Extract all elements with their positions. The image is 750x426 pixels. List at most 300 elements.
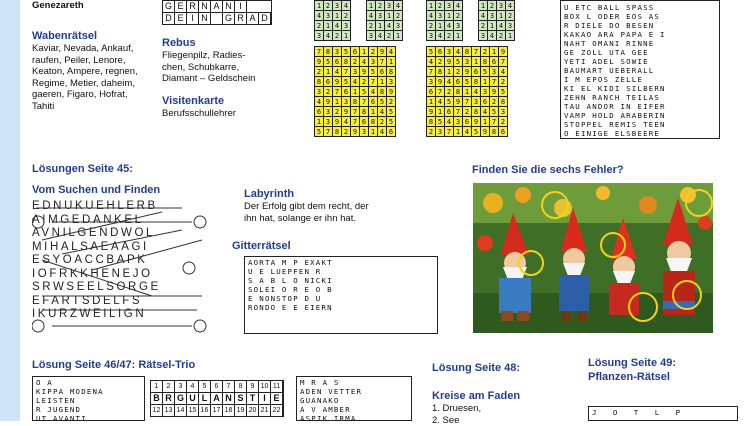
sudoku-cell: 4 — [472, 87, 481, 97]
grid-line: ASPIK IRMA — [300, 414, 408, 421]
sudoku-cell: 6 — [481, 97, 490, 107]
highlight-circle — [32, 216, 44, 228]
grid-line: U ETC BALL SPASS — [564, 3, 716, 12]
sudoku-cell: 8 — [490, 127, 499, 137]
grid-line: GE ZOLL UTA GEE — [564, 48, 716, 57]
sudoku-cell: 2 — [342, 127, 351, 137]
sudoku-cell: 3 — [427, 31, 436, 41]
sudoku-cell: 2 — [351, 57, 360, 67]
crossword-solution-top-right — [560, 0, 720, 139]
left-margin-strip — [0, 0, 20, 421]
sudoku-row — [315, 77, 396, 87]
sudoku-cell: 4 — [376, 31, 385, 41]
sudoku-cell: 6 — [333, 57, 342, 67]
sudoku-cell: 7 — [378, 57, 387, 67]
sudoku-cell: 6 — [342, 87, 351, 97]
grid-line: STOPPEL REMIS TEEN — [564, 120, 716, 129]
sudoku-cell: 9 — [351, 127, 360, 137]
sudoku-cell: 2 — [315, 67, 324, 77]
sudoku-cell: 9 — [360, 67, 369, 77]
trio-cell: 3 — [175, 381, 187, 392]
sudoku-row — [315, 117, 396, 127]
trio-cell: 10 — [259, 381, 271, 392]
trio-cell: 21 — [259, 405, 271, 416]
sudoku-cell: 3 — [315, 87, 324, 97]
sudoku-cell: 7 — [436, 87, 445, 97]
sudoku-cell: 3 — [394, 21, 403, 31]
sudoku-cell: 4 — [378, 107, 387, 117]
trio-letter-cell: E — [271, 393, 283, 404]
sudoku-cell: 1 — [497, 11, 506, 21]
sudoku-cell: 3 — [454, 21, 463, 31]
sudoku-cell: 7 — [369, 77, 378, 87]
highlight-circle — [32, 320, 44, 332]
sudoku-cell: 9 — [499, 47, 508, 57]
sudoku-cell: 5 — [378, 97, 387, 107]
sudoku-row — [479, 21, 515, 31]
sudoku-cell: 2 — [454, 67, 463, 77]
letter-cell: I — [187, 13, 199, 24]
sudoku-cell: 3 — [436, 127, 445, 137]
sudoku-cell: 3 — [376, 11, 385, 21]
sudoku-cell: 5 — [342, 47, 351, 57]
sudoku-cell: 4 — [385, 21, 394, 31]
sudoku-cell: 3 — [360, 127, 369, 137]
trio-cell: 19 — [235, 405, 247, 416]
grid-line: M R A S — [300, 378, 408, 387]
sudoku-cell: 3 — [367, 31, 376, 41]
sudoku-cell: 2 — [463, 107, 472, 117]
sudoku-cell: 1 — [387, 57, 396, 67]
pflanzen-row: J O T L P — [592, 408, 734, 417]
grid-line: AORTA M P EXAKT — [248, 258, 434, 267]
sudoku-cell: 1 — [454, 127, 463, 137]
sudoku-cell: 1 — [360, 47, 369, 57]
sudoku-cell: 9 — [427, 107, 436, 117]
sudoku-cell: 8 — [351, 97, 360, 107]
sudoku-cell: 3 — [387, 77, 396, 87]
sudoku-cell: 8 — [481, 57, 490, 67]
sudoku-cell: 2 — [324, 87, 333, 97]
sudoku-cell: 8 — [333, 127, 342, 137]
green-sudoku-block-1 — [314, 0, 351, 41]
sudoku-cell: 4 — [342, 117, 351, 127]
sudoku-cell: 8 — [427, 117, 436, 127]
trio-cell: 9 — [247, 381, 259, 392]
sudoku-cell: 8 — [378, 87, 387, 97]
trio-cell: 8 — [235, 381, 247, 392]
sudoku-cell: 5 — [463, 77, 472, 87]
sudoku-cell: 8 — [499, 97, 508, 107]
sudoku-row — [315, 1, 351, 11]
sudoku-cell: 3 — [324, 117, 333, 127]
sudoku-cell: 1 — [369, 127, 378, 137]
grid-line: O EINIGE ELSBEERE — [564, 129, 716, 138]
sudoku-cell: 5 — [387, 107, 396, 117]
sudoku-cell: 1 — [351, 87, 360, 97]
sudoku-cell: 7 — [324, 127, 333, 137]
trio-cell: 15 — [187, 405, 199, 416]
trio-letter-cell: T — [247, 393, 259, 404]
rebus-line: chen, Schubkarre, — [162, 62, 255, 74]
sudoku-cell: 1 — [488, 21, 497, 31]
sudoku-cell: 3 — [369, 57, 378, 67]
highlight-circle — [194, 216, 206, 228]
sudoku-cell: 9 — [324, 97, 333, 107]
sudoku-cell: 1 — [463, 87, 472, 97]
grid-line: KIPPA MODENA — [36, 387, 141, 396]
sudoku-cell: 7 — [351, 117, 360, 127]
trio-cell: 12 — [151, 405, 163, 416]
trio-cell: 4 — [187, 381, 199, 392]
sudoku-row — [315, 21, 351, 31]
trio-cell: 13 — [163, 405, 175, 416]
sudoku-cell: 5 — [490, 107, 499, 117]
sudoku-row — [315, 47, 396, 57]
sudoku-cell: 3 — [499, 107, 508, 117]
trio-cell: 2 — [163, 381, 175, 392]
sudoku-row — [315, 107, 396, 117]
sudoku-cell: 1 — [324, 21, 333, 31]
sudoku-row — [427, 87, 508, 97]
sudoku-cell: 4 — [436, 97, 445, 107]
sudoku-row — [479, 11, 515, 21]
sudoku-cell: 6 — [351, 47, 360, 57]
pflanzen-title: Pflanzen-Rätsel — [588, 371, 670, 383]
grid-line: KAKAO ARA PAPA E I — [564, 30, 716, 39]
grid-line: EDNUKUEHLERB — [32, 200, 208, 214]
sudoku-cell: 9 — [490, 87, 499, 97]
sudoku-cell: 1 — [427, 97, 436, 107]
letter-cell: R — [235, 13, 247, 24]
grid-line: ESYOACCBAPK — [32, 254, 208, 268]
sudoku-row — [427, 31, 463, 41]
grid-line: TAU ANDOR IN EIFER — [564, 102, 716, 111]
sudoku-cell: 1 — [479, 1, 488, 11]
highlight-circle — [194, 320, 206, 332]
sudoku-cell: 3 — [351, 67, 360, 77]
sudoku-cell: 4 — [427, 11, 436, 21]
trio-letter-cell: G — [175, 393, 187, 404]
sudoku-cell: 1 — [481, 77, 490, 87]
labyrinth-line: Der Erfolg gibt dem recht, der — [244, 201, 369, 213]
sudoku-cell: 1 — [315, 1, 324, 11]
sudoku-cell: 4 — [499, 67, 508, 77]
sudoku-cell: 3 — [436, 11, 445, 21]
sudoku-cell: 6 — [427, 87, 436, 97]
sudoku-cell: 1 — [436, 107, 445, 117]
sudoku-cell: 7 — [490, 117, 499, 127]
sudoku-cell: 2 — [488, 1, 497, 11]
sudoku-cell: 7 — [454, 107, 463, 117]
wabenraetsel-title: Wabenrätsel — [32, 30, 97, 42]
sudoku-cell: 4 — [378, 127, 387, 137]
sudoku-cell: 9 — [333, 117, 342, 127]
kreise-answers — [432, 403, 481, 426]
sudoku-cell: 3 — [342, 97, 351, 107]
sudoku-row — [427, 77, 508, 87]
sudoku-cell: 8 — [454, 87, 463, 97]
grid-line: UT AVANTI — [36, 414, 141, 421]
grid-line: YETI ADEL SOWIE — [564, 57, 716, 66]
grid-line: IOFRKKHENEJO — [32, 268, 208, 282]
sudoku-cell: 4 — [315, 11, 324, 21]
sudoku-cell: 3 — [506, 21, 515, 31]
garden-gnomes-photo — [473, 183, 713, 333]
letter-cell: G — [163, 1, 175, 12]
sudoku-row — [367, 31, 403, 41]
sudoku-cell: 3 — [479, 31, 488, 41]
sudoku-cell: 1 — [394, 31, 403, 41]
sudoku-cell: 2 — [385, 31, 394, 41]
sudoku-cell: 8 — [387, 67, 396, 77]
sudoku-cell: 2 — [367, 21, 376, 31]
sudoku-cell: 2 — [315, 21, 324, 31]
sudoku-cell: 3 — [333, 47, 342, 57]
wordsearch-markings — [32, 200, 208, 334]
sudoku-cell: 8 — [472, 77, 481, 87]
trio-cell: 20 — [247, 405, 259, 416]
letter-cell: A — [211, 1, 223, 12]
sudoku-cell: 2 — [333, 107, 342, 117]
sudoku-row — [427, 57, 508, 67]
trio-letter-cell: I — [259, 393, 271, 404]
sudoku-cell: 1 — [376, 21, 385, 31]
word-row-2 — [162, 13, 272, 25]
sudoku-cell: 5 — [387, 117, 396, 127]
sudoku-cell: 4 — [367, 11, 376, 21]
sudoku-cell: 7 — [333, 87, 342, 97]
grid-line: MIHALSAEAAGI — [32, 241, 208, 255]
waben-line: raufen, Peiler, Lenore, — [32, 55, 138, 67]
sudoku-cell: 1 — [472, 57, 481, 67]
trio-number-grid — [150, 380, 284, 417]
grid-line: O A — [36, 378, 141, 387]
letter-cell — [211, 13, 223, 24]
sudoku-cell: 4 — [445, 21, 454, 31]
kreise-line: 2. See — [432, 415, 481, 426]
labyrinth-title: Labyrinth — [244, 188, 294, 200]
trio-numbers-row — [150, 380, 284, 393]
sudoku-row — [367, 21, 403, 31]
sudoku-cell: 1 — [378, 77, 387, 87]
trio-cell: 11 — [271, 381, 283, 392]
sudoku-cell: 3 — [490, 67, 499, 77]
sudoku-cell: 7 — [342, 67, 351, 77]
sudoku-cell: 2 — [333, 31, 342, 41]
sudoku-cell: 5 — [445, 97, 454, 107]
sudoku-row — [427, 47, 508, 57]
sudoku-cell: 6 — [360, 117, 369, 127]
sudoku-cell: 3 — [342, 21, 351, 31]
sudoku-row — [315, 87, 396, 97]
sudoku-cell: 7 — [360, 97, 369, 107]
sudoku-cell: 2 — [506, 11, 515, 21]
grid-line: AIMGEDANKEL — [32, 214, 208, 228]
sudoku-cell: 1 — [490, 47, 499, 57]
grid-line: SOLEI O R E O B — [248, 285, 434, 294]
labyrinth-answer — [244, 201, 369, 224]
sudoku-cell: 4 — [436, 31, 445, 41]
sudoku-cell: 6 — [378, 67, 387, 77]
trio-letter-cell: S — [235, 393, 247, 404]
sudoku-cell: 3 — [445, 47, 454, 57]
sudoku-row — [315, 11, 351, 21]
trio-cell: 5 — [199, 381, 211, 392]
sudoku-cell: 1 — [333, 11, 342, 21]
sudoku-cell: 6 — [387, 127, 396, 137]
grid-line: U E LUEPFEN R — [248, 267, 434, 276]
sudoku-cell: 4 — [454, 1, 463, 11]
trio-cell: 14 — [175, 405, 187, 416]
sudoku-cell: 3 — [445, 1, 454, 11]
sudoku-cell: 2 — [376, 1, 385, 11]
sudoku-row — [367, 11, 403, 21]
sudoku-row — [315, 127, 396, 137]
letter-cell: R — [187, 1, 199, 12]
yellow-sudoku-right — [426, 46, 508, 137]
grid-line: LEISTEN — [36, 396, 141, 405]
trio-letter-cell: B — [151, 393, 163, 404]
sudoku-cell: 2 — [445, 87, 454, 97]
sudoku-cell: 8 — [436, 67, 445, 77]
sudoku-cell: 6 — [499, 127, 508, 137]
sudoku-cell: 4 — [369, 87, 378, 97]
sudoku-cell: 2 — [387, 97, 396, 107]
gitterraetsel-grid — [244, 256, 438, 334]
sudoku-cell: 1 — [324, 67, 333, 77]
grid-line: A V AMBER — [300, 405, 408, 414]
trio-numbers-row-2 — [150, 405, 284, 417]
sudoku-cell: 3 — [324, 107, 333, 117]
sudoku-cell: 9 — [436, 77, 445, 87]
grid-line: ADEN VETTER — [300, 387, 408, 396]
waben-line: Tahiti — [32, 101, 138, 113]
grid-line: KI EL KIDI SILBERN — [564, 84, 716, 93]
sudoku-cell: 3 — [385, 1, 394, 11]
sudoku-cell: 4 — [481, 107, 490, 117]
wabenraetsel-answers — [32, 43, 138, 112]
trio-crossword-left — [32, 376, 145, 421]
sudoku-cell: 2 — [499, 77, 508, 87]
sudoku-cell: 1 — [385, 11, 394, 21]
sudoku-cell: 2 — [497, 31, 506, 41]
grid-line: EFARTSDELFS — [32, 295, 208, 309]
waben-line: gaeren, Figaro, Hofrat, — [32, 89, 138, 101]
highlight-circle — [183, 262, 195, 274]
trio-cell: 17 — [211, 405, 223, 416]
sudoku-cell: 2 — [445, 31, 454, 41]
sudoku-cell: 4 — [488, 31, 497, 41]
waben-line: Keaton, Ampere, regnen, — [32, 66, 138, 78]
green-sudoku-block-4 — [478, 0, 515, 41]
solutions-45-title: Lösungen Seite 45: — [32, 163, 133, 175]
sudoku-cell: 3 — [472, 97, 481, 107]
sudoku-cell: 9 — [378, 47, 387, 57]
sudoku-row — [315, 67, 396, 77]
sudoku-cell: 4 — [394, 1, 403, 11]
grid-line: IKURZWEILIGN — [32, 308, 208, 322]
sudoku-cell: 4 — [360, 57, 369, 67]
sudoku-cell: 4 — [427, 57, 436, 67]
sudoku-row — [427, 117, 508, 127]
sudoku-cell: 1 — [506, 31, 515, 41]
sudoku-cell: 2 — [490, 97, 499, 107]
sudoku-cell: 4 — [479, 11, 488, 21]
sudoku-cell: 3 — [324, 11, 333, 21]
sudoku-cell: 2 — [481, 47, 490, 57]
solution-49-title: Lösung Seite 49: — [588, 357, 676, 369]
sudoku-cell: 2 — [427, 21, 436, 31]
trio-letter-cell: U — [187, 393, 199, 404]
gitterraetsel-title: Gitterrätsel — [232, 240, 291, 252]
sudoku-cell: 7 — [490, 77, 499, 87]
letter-cell: I — [235, 1, 247, 12]
sudoku-row — [427, 1, 463, 11]
rebus-word-grid — [162, 0, 272, 25]
gnomes-illustration — [473, 183, 713, 333]
sudoku-cell: 9 — [342, 107, 351, 117]
sudoku-cell: 9 — [481, 127, 490, 137]
sudoku-cell: 3 — [463, 57, 472, 67]
sudoku-cell: 7 — [427, 67, 436, 77]
sudoku-row — [427, 11, 463, 21]
sudoku-cell: 3 — [315, 31, 324, 41]
sudoku-cell: 5 — [360, 87, 369, 97]
sudoku-cell: 2 — [454, 11, 463, 21]
visitenkarte-answer: Berufsschullehrer — [162, 108, 236, 120]
sudoku-cell: 4 — [454, 47, 463, 57]
letter-cell: N — [199, 13, 211, 24]
trio-cell: 18 — [223, 405, 235, 416]
sudoku-cell: 2 — [479, 21, 488, 31]
sudoku-cell: 5 — [342, 77, 351, 87]
sudoku-cell: 5 — [436, 117, 445, 127]
sudoku-cell: 5 — [324, 57, 333, 67]
sudoku-cell: 9 — [333, 77, 342, 87]
sudoku-cell: 4 — [351, 77, 360, 87]
letter-cell: N — [223, 1, 235, 12]
sudoku-cell: 5 — [315, 127, 324, 137]
sudoku-cell: 6 — [315, 107, 324, 117]
sudoku-cell: 2 — [342, 11, 351, 21]
solution-48-title: Lösung Seite 48: — [432, 362, 520, 374]
sudoku-cell: 4 — [315, 97, 324, 107]
sudoku-cell: 3 — [481, 87, 490, 97]
sudoku-cell: 7 — [315, 47, 324, 57]
sudoku-cell: 6 — [369, 97, 378, 107]
sudoku-cell: 8 — [463, 47, 472, 57]
sudoku-cell: 1 — [454, 31, 463, 41]
sudoku-cell: 9 — [463, 67, 472, 77]
sudoku-cell: 7 — [463, 97, 472, 107]
letter-cell: E — [175, 1, 187, 12]
kreise-title: Kreise am Faden — [432, 390, 520, 402]
sudoku-cell: 4 — [497, 21, 506, 31]
sudoku-cell: 4 — [463, 127, 472, 137]
trio-cell: 1 — [151, 381, 163, 392]
sudoku-cell: 9 — [472, 117, 481, 127]
sudoku-cell: 5 — [427, 47, 436, 57]
letter-cell: A — [247, 13, 259, 24]
sudoku-cell: 5 — [472, 127, 481, 137]
sudoku-cell: 1 — [445, 67, 454, 77]
trio-letter-cell: N — [223, 393, 235, 404]
strike-line — [42, 260, 152, 296]
yellow-sudoku-left — [314, 46, 396, 137]
fehler-title: Finden Sie die sechs Fehler? — [472, 164, 624, 176]
sudoku-cell: 6 — [472, 67, 481, 77]
